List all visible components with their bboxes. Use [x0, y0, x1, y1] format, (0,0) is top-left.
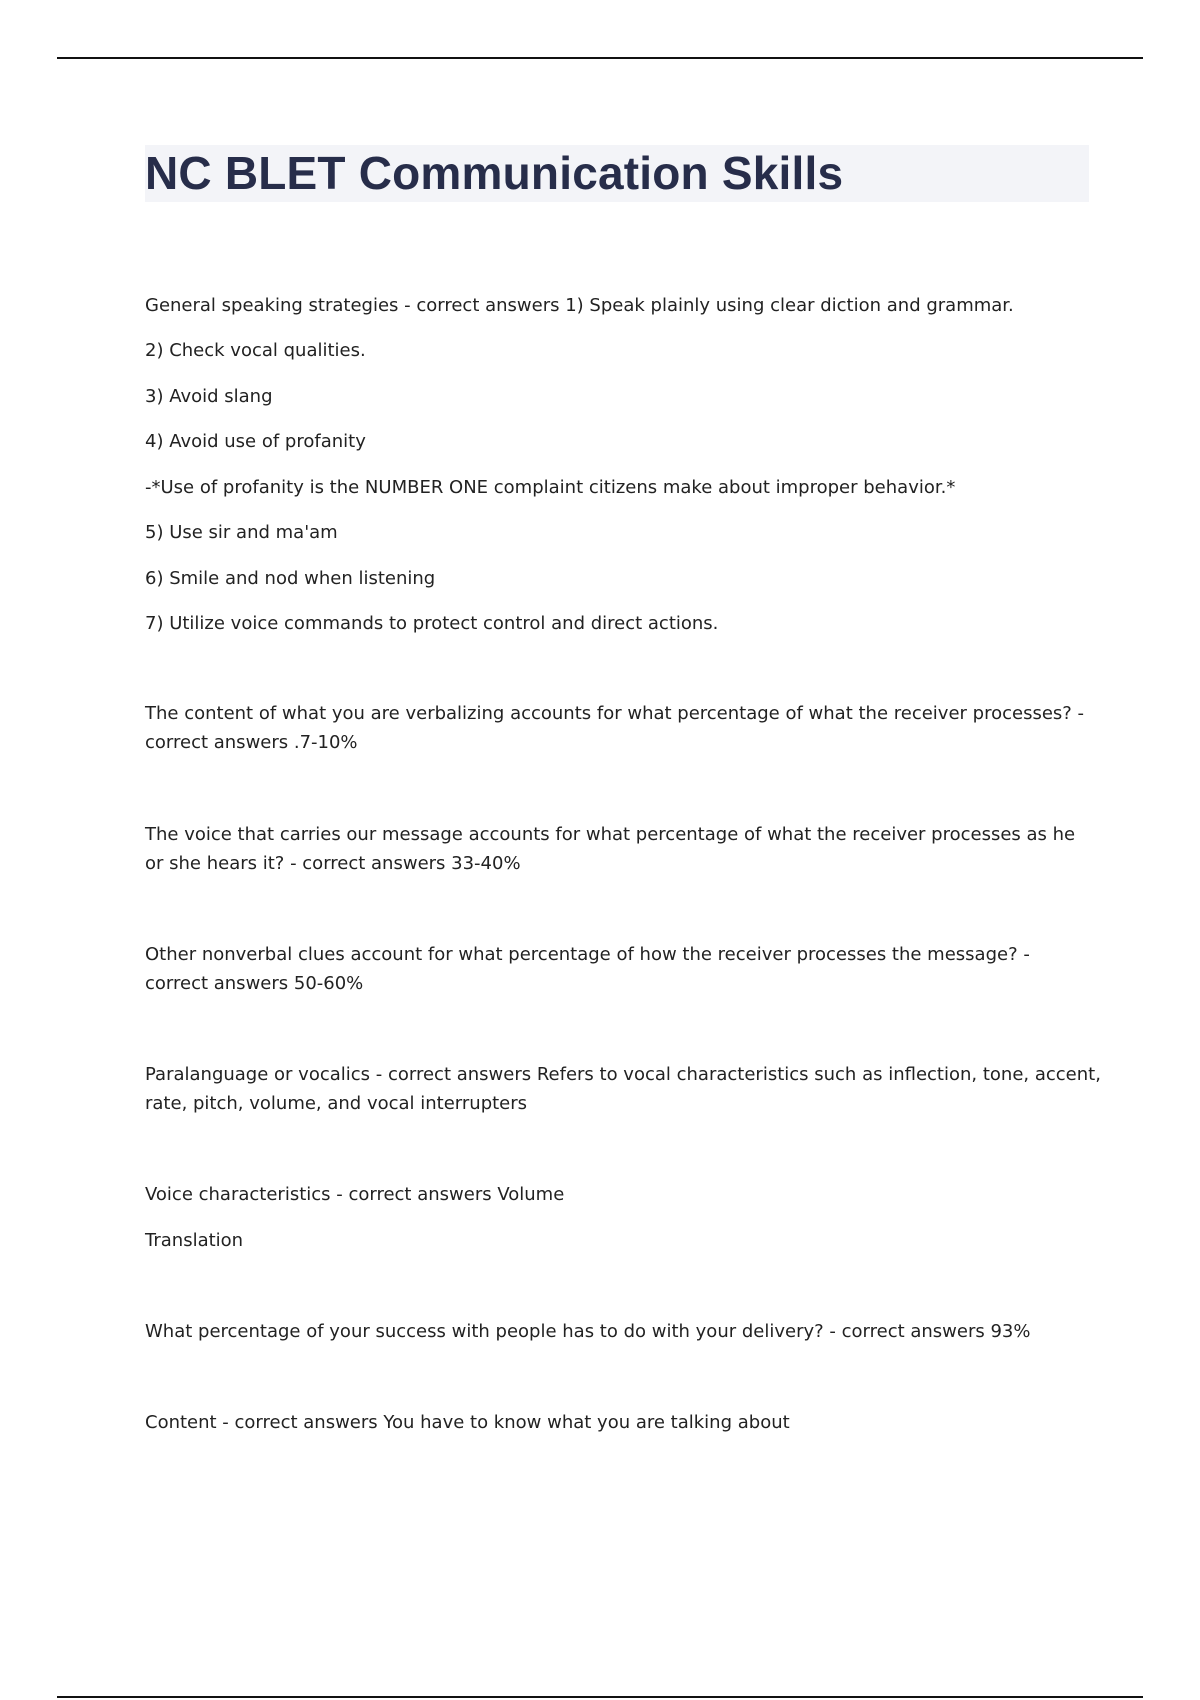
list-item: -*Use of profanity is the NUMBER ONE complaint citizens make about improper behavior.*: [145, 477, 956, 498]
qa-question: The content of what you are verbalizing accounts for what percentage of what the receiver processes? -: [145, 703, 1085, 724]
qa-answer: correct answers .7-10%: [145, 732, 358, 753]
bottom-rule: [57, 1696, 1143, 1698]
content-item: Content - correct answers You have to know what you are talking about: [145, 1412, 790, 1433]
voice-item-continuation: Translation: [145, 1230, 244, 1251]
qa-item: [145, 820, 1095, 878]
list-item: 7) Utilize voice commands to protect control and direct actions.: [145, 613, 719, 634]
qa-answer: rate, pitch, volume, and vocal interrupters: [145, 1093, 528, 1114]
qa-question: Paralanguage or vocalics - correct answers Refers to vocal characteristics such as inflection, tone, accent,: [145, 1064, 1101, 1085]
qa-answer: correct answers 50-60%: [145, 973, 364, 994]
document-title: NC BLET Communication Skills: [145, 147, 844, 199]
qa-question: The voice that carries our message accounts for what percentage of what the receiver processes as he: [145, 824, 1076, 845]
qa-item: [145, 1060, 1101, 1118]
top-rule: [57, 57, 1143, 59]
qa-question: Other nonverbal clues account for what percentage of how the receiver processes the message? -: [145, 944, 1030, 965]
list-item: 6) Smile and nod when listening: [145, 568, 436, 589]
success-item: What percentage of your success with people has to do with your delivery? - correct answers 93%: [145, 1321, 1031, 1342]
qa-item: [145, 940, 1095, 998]
list-item: 3) Avoid slang: [145, 386, 273, 407]
voice-item: Voice characteristics - correct answers Volume: [145, 1184, 565, 1205]
qa-answer: or she hears it? - correct answers 33-40%: [145, 853, 521, 874]
list-item: General speaking strategies - correct answers 1) Speak plainly using clear diction and grammar.: [145, 295, 1014, 316]
qa-item: [145, 699, 1095, 757]
list-item: 4) Avoid use of profanity: [145, 431, 366, 452]
list-item: 2) Check vocal qualities.: [145, 340, 366, 361]
list-item: 5) Use sir and ma'am: [145, 522, 338, 543]
